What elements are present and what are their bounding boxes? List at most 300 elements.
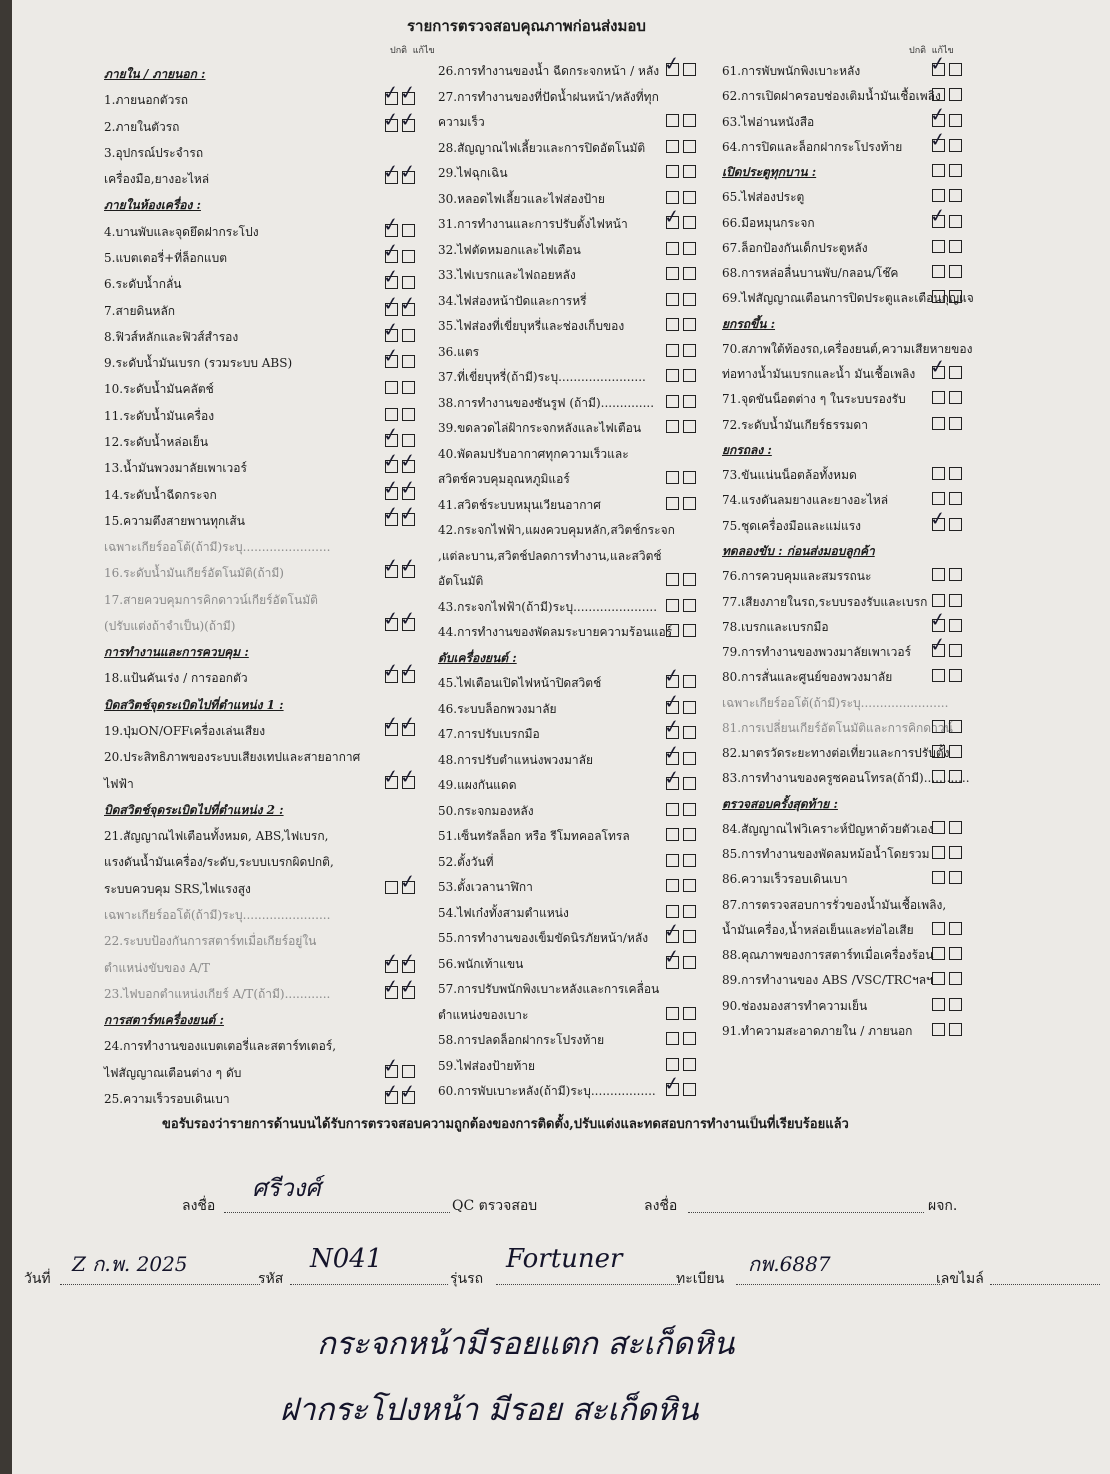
section-header: ยกรถลง :: [722, 443, 772, 457]
checklist-item-label: 21.สัญญาณไฟเตือนทั้งหมด, ABS,ไฟเบรก,: [104, 829, 329, 843]
checkbox-fix[interactable]: [402, 960, 415, 973]
checkbox-fix[interactable]: [402, 881, 415, 894]
reg-label: ทะเบียน: [676, 1271, 725, 1287]
checklist-item-label: 4.บานพับและจุดยึดฝากระโปง: [104, 225, 259, 239]
section-header: ตรวจสอบครั้งสุดท้าย :: [722, 797, 838, 811]
checkbox-ok[interactable]: [385, 513, 398, 526]
checkbox-ok[interactable]: [666, 1083, 679, 1096]
checkbox-fix[interactable]: [683, 803, 696, 816]
checklist-item-label: ตำแหน่งของเบาะ: [438, 1008, 529, 1022]
section-header: ภายในห้องเครื่อง :: [104, 198, 201, 212]
checkbox-fix[interactable]: [402, 303, 415, 316]
checklist-item-label: 86.ความเร็วรอบเดินเบา: [722, 872, 848, 886]
checkbox-ok[interactable]: [666, 701, 679, 714]
checkbox-fix[interactable]: [949, 467, 962, 480]
checkbox-fix[interactable]: [683, 216, 696, 229]
checkbox-fix[interactable]: [683, 956, 696, 969]
checkbox-fix[interactable]: [683, 318, 696, 331]
checklist-item-label: ท่อทางน้ำมันเบรกและน้ำ มันเชื้อเพลิง: [722, 367, 916, 381]
model-line[interactable]: [496, 1284, 680, 1285]
checklist-item-label: 72.ระดับน้ำมันเกียร์ธรรมดา: [722, 418, 868, 432]
checkbox-fix[interactable]: [402, 513, 415, 526]
checklist-item-label: 74.แรงดันลมยางและยางอะไหล่: [722, 493, 889, 507]
checklist-item-label: ตำแหน่งขับของ A/T: [104, 961, 210, 975]
checkbox-fix[interactable]: [949, 114, 962, 127]
checkbox-fix[interactable]: [683, 140, 696, 153]
checklist-item-label: 78.เบรกและเบรกมือ: [722, 620, 829, 634]
checkbox-fix[interactable]: [402, 408, 415, 421]
certification-statement: ขอรับรองว่ารายการด้านบนได้รับการตรวจสอบความถูกต้องของการติดตั้ง,ปรับแต่งและทดสอบการทำงานเป็นที่เรียบร้อยแล้ว: [162, 1117, 849, 1132]
checklist-item-label: 89.การทำงานของ ABS /VSC/TRCฯลฯ: [722, 973, 933, 987]
checkbox-fix[interactable]: [683, 675, 696, 688]
checklist-item-label: 32.ไฟตัดหมอกและไฟเตือน: [438, 243, 581, 257]
section-header: การสตาร์ทเครื่องยนต์ :: [104, 1013, 224, 1027]
checkbox-fix[interactable]: [949, 518, 962, 531]
checklist-item-label: เฉพาะเกียร์ออโต้(ถ้ามี)ระบุ.......................: [722, 696, 949, 710]
checkbox-ok[interactable]: [385, 460, 398, 473]
code-line[interactable]: [290, 1284, 448, 1285]
checkbox-fix[interactable]: [949, 644, 962, 657]
checkbox-ok[interactable]: [666, 956, 679, 969]
checkbox-fix[interactable]: [402, 618, 415, 631]
checklist-item-label: 36.แตร: [438, 345, 480, 359]
checkbox-ok[interactable]: [932, 644, 945, 657]
checkbox-fix[interactable]: [949, 240, 962, 253]
checkbox-ok[interactable]: [666, 395, 679, 408]
checkbox-ok[interactable]: [385, 487, 398, 500]
checkbox-fix[interactable]: [683, 624, 696, 637]
checkbox-ok[interactable]: [932, 720, 945, 733]
checklist-item-label: 16.ระดับน้ำมันเกียร์อัตโนมัติ(ถ้ามี): [104, 566, 284, 580]
checkbox-ok[interactable]: [932, 366, 945, 379]
checkbox-fix[interactable]: [683, 1058, 696, 1071]
checkbox-fix[interactable]: [949, 619, 962, 632]
checklist-item-label: 7.สายดินหลัก: [104, 304, 176, 318]
checkbox-fix[interactable]: [683, 63, 696, 76]
checkbox-ok[interactable]: [385, 723, 398, 736]
checkbox-fix[interactable]: [402, 776, 415, 789]
checkbox-fix[interactable]: [683, 726, 696, 739]
checkbox-fix[interactable]: [402, 276, 415, 289]
reg-line[interactable]: [736, 1284, 942, 1285]
checkbox-ok[interactable]: [385, 92, 398, 105]
handwritten-note-1: กระจกหน้ามีรอยแตก สะเก็ดหิน: [317, 1326, 735, 1362]
checklist-item-label: 77.เสียงภายในรถ,ระบบรองรับและเบรก: [722, 595, 928, 609]
checklist-item-label: 90.ช่องมองสารทำความเย็น: [722, 999, 868, 1013]
checkbox-ok[interactable]: [666, 114, 679, 127]
checkbox-ok[interactable]: [666, 828, 679, 841]
checklist-item-label: 50.กระจกมองหลัง: [438, 804, 534, 818]
checkbox-fix[interactable]: [949, 265, 962, 278]
checkbox-ok[interactable]: [385, 881, 398, 894]
checkbox-fix[interactable]: [402, 171, 415, 184]
checkbox-fix[interactable]: [683, 165, 696, 178]
checkbox-ok[interactable]: [666, 726, 679, 739]
checklist-item-label: 15.ความตึงสายพานทุกเส้น: [104, 514, 245, 528]
checklist-item-label: 73.ขันแน่นน็อตล้อทั้งหมด: [722, 468, 857, 482]
checkbox-fix[interactable]: [402, 565, 415, 578]
checkbox-fix[interactable]: [949, 846, 962, 859]
sign-label-manager: ลงชื่อ: [644, 1198, 678, 1214]
checkbox-fix[interactable]: [402, 355, 415, 368]
checklist-item-label: น้ำมันเครื่อง,น้ำหล่อเย็นและท่อไอเสีย: [722, 923, 914, 937]
checklist-item-label: 51.เซ็นทรัลล็อก หรือ รีโมทคอลโทรล: [438, 829, 630, 843]
checklist-item-label: 41.สวิตช์ระบบหมุนเวียนอากาศ: [438, 498, 601, 512]
date-value: Z ก.พ. 2025: [72, 1252, 188, 1276]
checklist-item-label: 67.ล็อกป้องกันเด็กประตูหลัง: [722, 241, 868, 255]
checkbox-ok[interactable]: [666, 216, 679, 229]
code-label: รหัส: [258, 1271, 284, 1287]
checklist-item-label: 38.การทำงานของซันรูฟ (ถ้ามี)..............: [438, 396, 655, 410]
checkbox-fix[interactable]: [402, 250, 415, 263]
checkbox-fix[interactable]: [683, 267, 696, 280]
checkbox-fix[interactable]: [949, 417, 962, 430]
sign-label-qc: ลงชื่อ: [182, 1198, 216, 1214]
checkbox-fix[interactable]: [402, 434, 415, 447]
checklist-item-label: 19.ปุ่มON/OFFเครื่องเล่นเสียง: [104, 724, 266, 738]
checkbox-fix[interactable]: [683, 395, 696, 408]
checkbox-ok[interactable]: [385, 960, 398, 973]
checklist-item-label: 5.แบตเตอรี่+ที่ล็อกแบต: [104, 251, 228, 265]
section-header: ยกรถขึ้น :: [722, 317, 776, 331]
checkbox-fix[interactable]: [683, 573, 696, 586]
checklist-item-label: 9.ระดับน้ำมันเบรก (รวมระบบ ABS): [104, 356, 293, 370]
checklist-item-label: ความเร็ว: [438, 115, 485, 129]
checkbox-ok[interactable]: [932, 594, 945, 607]
checkbox-fix[interactable]: [402, 723, 415, 736]
checkbox-ok[interactable]: [666, 599, 679, 612]
checklist-item-label: 33.ไฟเบรกและไฟถอยหลัง: [438, 268, 576, 282]
checkbox-ok[interactable]: [385, 434, 398, 447]
checkbox-fix[interactable]: [949, 947, 962, 960]
checkbox-ok[interactable]: [932, 240, 945, 253]
checkbox-ok[interactable]: [385, 329, 398, 342]
checkbox-ok[interactable]: [932, 745, 945, 758]
checkbox-fix[interactable]: [402, 1091, 415, 1104]
checklist-item-label: 37.ที่เขี่ยบุหรี่(ถ้ามี)ระบุ.......................: [438, 370, 646, 384]
checklist-item-label: (ปรับแต่งถ้าจำเป็น)(ถ้ามี): [104, 619, 236, 633]
checkbox-ok[interactable]: [932, 998, 945, 1011]
checkbox-ok[interactable]: [932, 846, 945, 859]
checklist-item-label: 57.การปรับพนักพิงเบาะหลังและการเคลื่อน: [438, 982, 660, 996]
date-label: วันที่: [24, 1271, 51, 1287]
checkbox-fix[interactable]: [402, 92, 415, 105]
checklist-item-label: 42.กระจกไฟฟ้า,แผงควบคุมหลัก,สวิตช์กระจก: [438, 523, 675, 537]
checkbox-fix[interactable]: [683, 344, 696, 357]
checkbox-fix[interactable]: [683, 905, 696, 918]
checkbox-fix[interactable]: [683, 293, 696, 306]
signature-qc: ศรีวงศ์: [252, 1174, 321, 1202]
checkbox-ok[interactable]: [666, 165, 679, 178]
checkbox-ok[interactable]: [932, 139, 945, 152]
checklist-item-label: 44.การทำงานของพัดลมระบายความร้อนแอร์: [438, 625, 673, 639]
model-label: รุ่นรถ: [450, 1271, 484, 1287]
checkbox-ok[interactable]: [666, 905, 679, 918]
checklist-item-label: 69.ไฟสัญญาณเตือนการปิดประตูและเตือนกุญแจ: [722, 291, 974, 305]
checklist-item-label: ไฟสัญญาณเตือนต่าง ๆ ดับ: [104, 1066, 242, 1080]
section-header: เปิดประตูทุกบาน :: [722, 165, 817, 179]
checkbox-ok[interactable]: [666, 1058, 679, 1071]
checkbox-ok[interactable]: [666, 854, 679, 867]
col3-header: ปกติ แก้ไข: [909, 46, 954, 56]
checklist-item-label: 80.การสั่นและศูนย์ของพวงมาลัย: [722, 670, 893, 684]
checkbox-ok[interactable]: [666, 777, 679, 790]
checklist-item-label: 88.คุณภาพของการสตาร์ทเมื่อเครื่องร้อน: [722, 948, 934, 962]
checkbox-ok[interactable]: [666, 624, 679, 637]
checkbox-fix[interactable]: [949, 215, 962, 228]
checkbox-ok[interactable]: [666, 752, 679, 765]
checkbox-fix[interactable]: [949, 366, 962, 379]
checkbox-ok[interactable]: [385, 250, 398, 263]
checkbox-ok[interactable]: [932, 189, 945, 202]
checklist-item-label: 10.ระดับน้ำมันคลัตช์: [104, 382, 214, 396]
signature-line-manager[interactable]: [688, 1212, 924, 1213]
checkbox-fix[interactable]: [683, 114, 696, 127]
checkbox-fix[interactable]: [949, 922, 962, 935]
checkbox-ok[interactable]: [932, 391, 945, 404]
checkbox-ok[interactable]: [932, 164, 945, 177]
checklist-item-label: 54.ไฟเก๋งทั้งสามตำแหน่ง: [438, 906, 569, 920]
checkbox-fix[interactable]: [683, 828, 696, 841]
checkbox-ok[interactable]: [666, 267, 679, 280]
checklist-item-label: 60.การพับเบาะหลัง(ถ้ามี)ระบุ.................: [438, 1084, 656, 1098]
checklist-item-label: 40.พัดลมปรับอากาศทุกความเร็วและ: [438, 447, 629, 461]
checkbox-fix[interactable]: [683, 191, 696, 204]
checklist-item-label: 35.ไฟส่องที่เขี่ยบุหรี่และช่องเก็บของ: [438, 319, 625, 333]
checkbox-ok[interactable]: [666, 344, 679, 357]
checkbox-ok[interactable]: [666, 1007, 679, 1020]
checklist-item-label: 17.สายควบคุมการคิกดาวน์เกียร์อัตโนมัติ: [104, 593, 318, 607]
checklist-item-label: 70.สภาพใต้ท้องรถ,เครื่องยนต์,ความเสียหายของ: [722, 342, 973, 356]
checklist-item-label: 6.ระดับน้ำกลั่น: [104, 277, 182, 291]
checkbox-fix[interactable]: [683, 599, 696, 612]
checklist-item-label: 58.การปลดล็อกฝากระโปรงท้าย: [438, 1033, 605, 1047]
section-header: ดับเครื่องยนต์ :: [438, 651, 517, 665]
code-value: N041: [310, 1244, 383, 1274]
checklist-item-label: 91.ทำความสะอาดภายใน / ภายนอก: [722, 1024, 913, 1038]
checklist-item-label: 27.การทำงานของที่ปัดน้ำฝนหน้า/หลังที่ทุก: [438, 90, 659, 104]
checkbox-ok[interactable]: [932, 215, 945, 228]
checkbox-ok[interactable]: [385, 565, 398, 578]
checkbox-ok[interactable]: [666, 497, 679, 510]
checkbox-fix[interactable]: [683, 1083, 696, 1096]
checkbox-ok[interactable]: [932, 492, 945, 505]
section-header: บิดสวิตช์จุดระเบิดไปที่ตำแหน่ง 1 :: [104, 698, 284, 712]
checklist-item-label: 14.ระดับน้ำฉีดกระจก: [104, 488, 217, 502]
checkbox-ok[interactable]: [932, 821, 945, 834]
checklist-item-label: 53.ตั้งเวลานาฬิกา: [438, 880, 533, 894]
checkbox-fix[interactable]: [949, 189, 962, 202]
checkbox-ok[interactable]: [932, 770, 945, 783]
checkbox-ok[interactable]: [385, 408, 398, 421]
checkbox-ok[interactable]: [666, 191, 679, 204]
model-value: Fortuner: [506, 1244, 623, 1274]
checkbox-fix[interactable]: [949, 290, 962, 303]
checkbox-fix[interactable]: [683, 497, 696, 510]
checklist-item-label: 43.กระจกไฟฟ้า(ถ้ามี)ระบุ......................: [438, 600, 658, 614]
sign-suffix-qc: QC ตรวจสอบ: [452, 1198, 538, 1214]
checklist-item-label: 59.ไฟส่องป้ายท้าย: [438, 1059, 536, 1073]
checkbox-ok[interactable]: [385, 1065, 398, 1078]
checklist-item-label: 8.ฟิวส์หลักและฟิวส์สำรอง: [104, 330, 239, 344]
checkbox-fix[interactable]: [402, 381, 415, 394]
checkbox-fix[interactable]: [949, 821, 962, 834]
checklist-item-label: 65.ไฟส่องประตู: [722, 190, 805, 204]
checkbox-fix[interactable]: [949, 770, 962, 783]
checkbox-ok[interactable]: [666, 420, 679, 433]
checklist-item-label: 45.ไฟเตือนเปิดไฟหน้าปิดสวิตช์: [438, 676, 602, 690]
checkbox-fix[interactable]: [949, 88, 962, 101]
checkbox-ok[interactable]: [666, 369, 679, 382]
checkbox-ok[interactable]: [932, 1023, 945, 1036]
checkbox-ok[interactable]: [385, 1091, 398, 1104]
checkbox-ok[interactable]: [666, 803, 679, 816]
checkbox-fix[interactable]: [402, 224, 415, 237]
checkbox-ok[interactable]: [666, 63, 679, 76]
checkbox-ok[interactable]: [385, 276, 398, 289]
checklist-item-label: ,แต่ละบาน,สวิตช์ปลดการทำงาน,และสวิตช์: [438, 549, 662, 563]
checkbox-fix[interactable]: [949, 1023, 962, 1036]
checkbox-ok[interactable]: [932, 669, 945, 682]
checklist-item-label: 48.การปรับตำแหน่งพวงมาลัย: [438, 753, 593, 767]
checkbox-fix[interactable]: [949, 391, 962, 404]
checklist-item-label: 39.ขดลวดไล่ฝ้ากระจกหลังและไฟเตือน: [438, 421, 642, 435]
checklist-item-label: 84.สัญญาณไฟวิเคราะห์ปัญหาด้วยตัวเอง: [722, 822, 934, 836]
checkbox-fix[interactable]: [402, 460, 415, 473]
checkbox-fix[interactable]: [683, 1032, 696, 1045]
checkbox-ok[interactable]: [932, 922, 945, 935]
checkbox-fix[interactable]: [683, 879, 696, 892]
checklist-item-label: 31.การทำงานและการปรับตั้งไฟหน้า: [438, 217, 628, 231]
checkbox-ok[interactable]: [932, 63, 945, 76]
checkbox-ok[interactable]: [385, 171, 398, 184]
checkbox-ok[interactable]: [666, 879, 679, 892]
checklist-sheet: [12, 0, 1110, 1474]
checklist-item-label: สวิตช์ควบคุมอุณหภูมิแอร์: [438, 472, 570, 486]
checklist-item-label: 3.อุปกรณ์ประจำรถ: [104, 146, 204, 160]
checkbox-ok[interactable]: [932, 619, 945, 632]
checkbox-fix[interactable]: [949, 164, 962, 177]
section-header: บิดสวิตช์จุดระเบิดไปที่ตำแหน่ง 2 :: [104, 803, 284, 817]
checkbox-fix[interactable]: [402, 329, 415, 342]
checklist-item-label: 55.การทำงานของเข็มขัดนิรภัยหน้า/หลัง: [438, 931, 649, 945]
checkbox-ok[interactable]: [932, 568, 945, 581]
checkbox-fix[interactable]: [683, 1007, 696, 1020]
checkbox-fix[interactable]: [683, 369, 696, 382]
checkbox-ok[interactable]: [666, 930, 679, 943]
checklist-item-label: 18.แป้นคันเร่ง / การออกตัว: [104, 671, 248, 685]
checkbox-fix[interactable]: [949, 998, 962, 1011]
checkbox-ok[interactable]: [385, 986, 398, 999]
signature-line-qc[interactable]: [224, 1212, 450, 1213]
checkbox-ok[interactable]: [385, 355, 398, 368]
checkbox-ok[interactable]: [666, 318, 679, 331]
checkbox-fix[interactable]: [949, 63, 962, 76]
checklist-item-label: 25.ความเร็วรอบเดินเบา: [104, 1092, 230, 1106]
section-header: ทดลองขับ : ก่อนส่งมอบลูกค้า: [722, 544, 875, 558]
checkbox-ok[interactable]: [666, 573, 679, 586]
checkbox-ok[interactable]: [666, 293, 679, 306]
checkbox-ok[interactable]: [932, 265, 945, 278]
checkbox-ok[interactable]: [385, 618, 398, 631]
checkbox-ok[interactable]: [932, 88, 945, 101]
mileage-line[interactable]: [990, 1284, 1100, 1285]
checkbox-ok[interactable]: [932, 417, 945, 430]
checkbox-fix[interactable]: [402, 487, 415, 500]
checkbox-ok[interactable]: [385, 224, 398, 237]
checkbox-ok[interactable]: [385, 776, 398, 789]
checkbox-ok[interactable]: [666, 140, 679, 153]
checkbox-ok[interactable]: [385, 670, 398, 683]
checkbox-ok[interactable]: [666, 471, 679, 484]
date-line[interactable]: [60, 1284, 260, 1285]
checkbox-fix[interactable]: [683, 242, 696, 255]
checkbox-ok[interactable]: [385, 381, 398, 394]
checklist-item-label: 1.ภายนอกตัวรถ: [104, 93, 189, 107]
reg-value: กพ.6887: [748, 1252, 831, 1276]
checkbox-fix[interactable]: [402, 670, 415, 683]
checklist-item-label: 71.จุดขันน็อตต่าง ๆ ในระบบรองรับ: [722, 392, 906, 406]
checkbox-ok[interactable]: [666, 675, 679, 688]
checklist-item-label: 68.การหล่อลื่นบานพับ/กลอน/โช๊ค: [722, 266, 899, 280]
checklist-item-label: 2.ภายในตัวรถ: [104, 120, 180, 134]
checkbox-ok[interactable]: [385, 303, 398, 316]
checkbox-ok[interactable]: [666, 242, 679, 255]
checkbox-fix[interactable]: [683, 420, 696, 433]
checkbox-ok[interactable]: [666, 1032, 679, 1045]
checklist-item-label: 56.พนักเท้าแขน: [438, 957, 524, 971]
checkbox-fix[interactable]: [949, 745, 962, 758]
sign-suffix-manager: ผจก.: [928, 1198, 958, 1214]
section-header: การทำงานและการควบคุม :: [104, 645, 249, 659]
checklist-item-label: 12.ระดับน้ำหล่อเย็น: [104, 435, 209, 449]
checkbox-ok[interactable]: [385, 119, 398, 132]
checkbox-fix[interactable]: [949, 720, 962, 733]
checkbox-ok[interactable]: [932, 972, 945, 985]
checklist-item-label: 64.การปิดและล็อกฝากระโปรงท้าย: [722, 140, 903, 154]
checklist-item-label: 20.ประสิทธิภาพของระบบเสียงเทปและสายอากาศ: [104, 750, 361, 764]
checkbox-ok[interactable]: [932, 290, 945, 303]
checkbox-ok[interactable]: [932, 947, 945, 960]
checkbox-ok[interactable]: [932, 518, 945, 531]
checkbox-fix[interactable]: [949, 871, 962, 884]
checkbox-fix[interactable]: [949, 669, 962, 682]
checkbox-fix[interactable]: [683, 471, 696, 484]
checkbox-ok[interactable]: [932, 467, 945, 480]
checklist-item-label: 63.ไฟอ่านหนังสือ: [722, 115, 815, 129]
checklist-item-label: 26.การทำงานของน้ำ ฉีดกระจกหน้า / หลัง: [438, 64, 660, 78]
checkbox-fix[interactable]: [683, 777, 696, 790]
checkbox-fix[interactable]: [683, 701, 696, 714]
checkbox-fix[interactable]: [402, 986, 415, 999]
checkbox-fix[interactable]: [949, 139, 962, 152]
checkbox-ok[interactable]: [932, 871, 945, 884]
checkbox-fix[interactable]: [683, 752, 696, 765]
checkbox-fix[interactable]: [683, 930, 696, 943]
checkbox-ok[interactable]: [932, 114, 945, 127]
checklist-item-label: 85.การทำงานของพัดลมหม้อน้ำโดยรวม: [722, 847, 930, 861]
checklist-item-label: 82.มาตรวัดระยะทางต่อเที่ยวและการปรับตั้ง: [722, 746, 950, 760]
checklist-item-label: 11.ระดับน้ำมันเครื่อง: [104, 409, 215, 423]
checkbox-fix[interactable]: [683, 854, 696, 867]
checkbox-fix[interactable]: [402, 119, 415, 132]
checkbox-fix[interactable]: [402, 1065, 415, 1078]
checkbox-fix[interactable]: [949, 492, 962, 505]
checkbox-fix[interactable]: [949, 972, 962, 985]
checkbox-fix[interactable]: [949, 568, 962, 581]
checklist-item-label: 79.การทำงานของพวงมาลัยเพาเวอร์: [722, 645, 912, 659]
checkbox-fix[interactable]: [949, 594, 962, 607]
